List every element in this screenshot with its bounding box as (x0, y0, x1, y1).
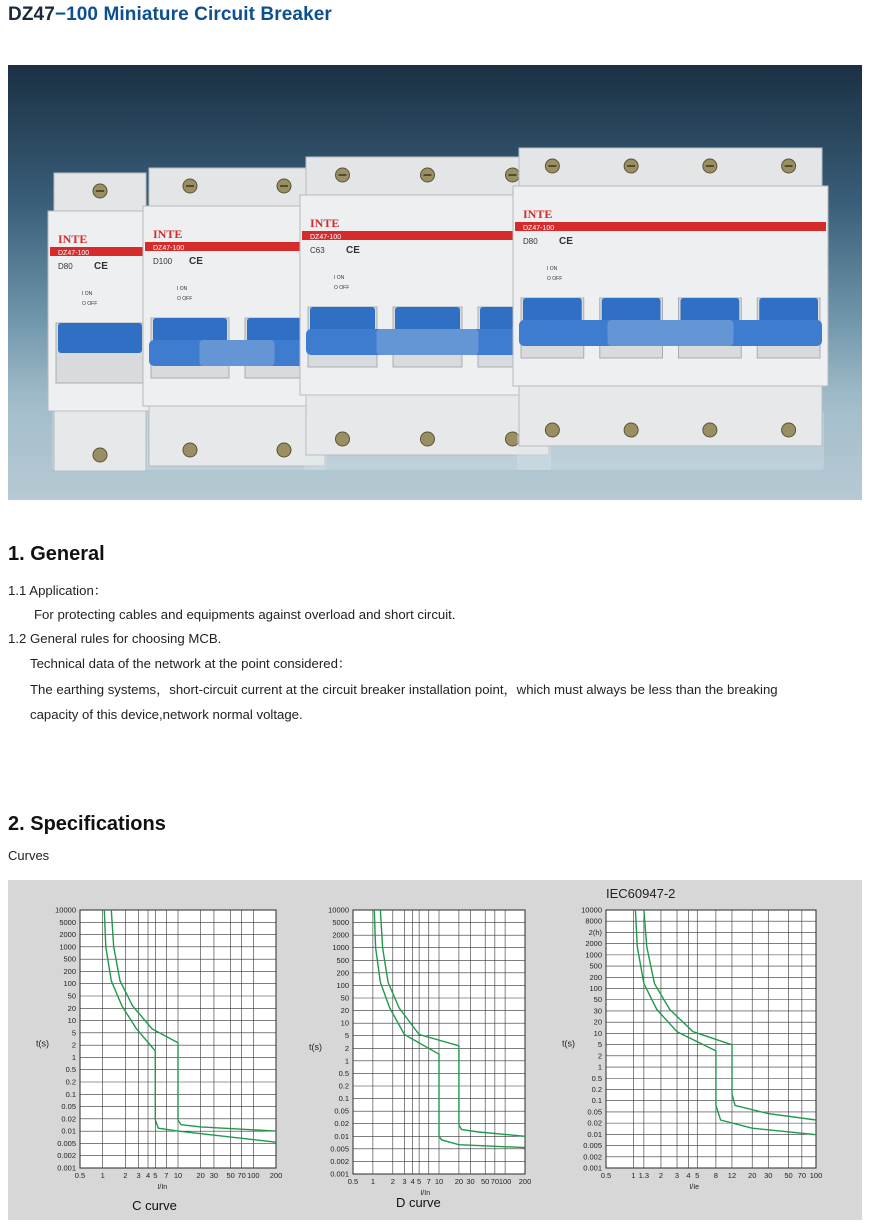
y-tick-label: 0.5 (591, 1073, 602, 1083)
model-label: DZ47-100 (58, 250, 90, 257)
terminal-screw-icon (624, 423, 638, 437)
y-tick-label: 0.1 (338, 1094, 349, 1104)
y-tick-label: 20 (593, 1017, 602, 1027)
chart-2 (309, 906, 531, 1211)
x-tick-label: 70 (237, 1171, 246, 1180)
y-tick-label: 20 (340, 1006, 349, 1016)
y-tick-label: 0.2 (338, 1081, 349, 1091)
specifications-heading: 2. Specifications (8, 813, 166, 835)
y-tick-label: 0.005 (330, 1144, 349, 1154)
y-tick-label: 200 (63, 966, 76, 976)
y-tick-label: 0.2 (591, 1084, 602, 1094)
top-terminal-block (519, 148, 822, 186)
terminal-screw-icon (336, 432, 350, 446)
y-tick-label: 50 (593, 995, 602, 1005)
x-tick-label: 50 (481, 1177, 490, 1186)
x-tick-label: 30 (764, 1171, 773, 1180)
y-tick-label: 50 (67, 991, 76, 1001)
y-tick-label: 8000 (585, 916, 602, 926)
y-tick-label: 100 (63, 979, 76, 989)
chart-3 (562, 906, 822, 1192)
on-marking: I ON (177, 286, 188, 292)
x-tick-label: 2 (390, 1177, 395, 1186)
y-axis-label: t(s) (309, 1041, 322, 1052)
y-tick-label: 1 (344, 1056, 349, 1066)
y-tick-label: 0.001 (330, 1169, 349, 1179)
y-tick-label: 5 (71, 1028, 76, 1038)
x-tick-label: 1.3 (638, 1171, 650, 1180)
terminal-screw-icon (703, 423, 717, 437)
x-tick-label: 8 (713, 1171, 718, 1180)
terminal-screw-icon (93, 448, 107, 462)
breakers-illustration (8, 65, 862, 500)
y-tick-label: 2 (71, 1040, 76, 1050)
y-tick-label: 2 (597, 1051, 602, 1061)
y-tick-label: 2000 (585, 939, 602, 949)
circuit-breaker-1 (48, 173, 152, 471)
x-tick-label: 0.5 (74, 1171, 86, 1180)
ce-mark: CE (94, 261, 108, 272)
x-tick-label: 1 (100, 1171, 105, 1180)
toggle-lever (58, 323, 142, 353)
y-tick-label: 0.02 (61, 1114, 76, 1124)
x-tick-label: 4 (145, 1171, 151, 1180)
rules-line-2: The earthing systems，short-circuit current at the circuit breaker installation point，which must always be less than the breaking (30, 682, 778, 697)
x-tick-label: 3 (136, 1171, 141, 1180)
y-tick-label: 10 (67, 1016, 76, 1026)
y-tick-label: 5000 (332, 918, 349, 928)
model-label: DZ47-100 (310, 234, 342, 241)
rating-label: D80 (58, 262, 73, 271)
y-tick-label: 500 (336, 955, 349, 965)
x-tick-label: 5 (417, 1177, 422, 1186)
y-tick-label: 0.01 (334, 1131, 349, 1141)
y-tick-label: 0.5 (338, 1068, 349, 1078)
x-tick-label: 2 (123, 1171, 128, 1180)
x-tick-label: 20 (196, 1171, 205, 1180)
x-tick-label: 30 (466, 1177, 475, 1186)
y-tick-label: 0.5 (65, 1065, 76, 1075)
y-tick-label: 5000 (59, 917, 76, 927)
ce-mark: CE (559, 236, 573, 247)
y-tick-label: 0.01 (61, 1126, 76, 1136)
y-tick-label: 0.02 (334, 1119, 349, 1129)
x-tick-label: 7 (426, 1177, 431, 1186)
y-tick-label: 0.005 (583, 1141, 602, 1151)
x-tick-label: 1 (631, 1171, 636, 1180)
ce-mark: CE (346, 245, 360, 256)
x-tick-label: 20 (454, 1177, 464, 1186)
x-tick-label: 4 (410, 1177, 415, 1186)
y-tick-label: 0.001 (57, 1163, 76, 1173)
y-tick-label: 1000 (59, 942, 76, 952)
x-tick-label: 50 (784, 1171, 793, 1180)
x-tick-label: 0.5 (600, 1171, 612, 1180)
curves-label: Curves (8, 848, 50, 863)
x-axis-label: I/In (420, 1190, 431, 1197)
x-tick-label: 2 (658, 1171, 664, 1180)
terminal-screw-icon (782, 423, 796, 437)
general-heading: 1. General (8, 543, 105, 565)
chart-title: D curve (395, 1195, 441, 1210)
y-tick-label: 2(h) (588, 927, 602, 937)
x-tick-label: 10 (434, 1177, 444, 1186)
x-axis-label: I/Ie (689, 1184, 700, 1191)
tie-bar-clip (608, 320, 734, 346)
x-tick-label: 3 (402, 1177, 407, 1186)
y-tick-label: 10000 (55, 905, 76, 915)
rules-line-1: Technical data of the network at the point considered： (30, 656, 352, 671)
rating-label: D100 (153, 257, 173, 266)
y-tick-label: 0.1 (65, 1089, 76, 1099)
y-tick-label: 50 (340, 993, 349, 1003)
y-tick-label: 200 (336, 968, 349, 978)
off-marking: O OFF (547, 276, 563, 282)
x-tick-label: 0.5 (347, 1177, 359, 1186)
x-tick-label: 200 (269, 1171, 283, 1180)
x-tick-label: 3 (674, 1171, 680, 1180)
y-tick-label: 0.05 (334, 1106, 349, 1116)
title-rest: −100 Miniature Circuit Breaker (54, 4, 332, 25)
circuit-breaker-4 (513, 148, 828, 470)
y-tick-label: 10000 (328, 905, 349, 915)
brand-label: INTE (523, 207, 553, 221)
model-label: DZ47-100 (153, 245, 185, 252)
rating-label: C63 (310, 246, 325, 255)
y-tick-label: 0.005 (57, 1138, 76, 1148)
model-label: DZ47-100 (523, 225, 555, 232)
standard-label: IEC60947-2 (606, 886, 676, 901)
y-tick-label: 0.002 (583, 1152, 602, 1162)
y-tick-label: 0.1 (591, 1096, 602, 1106)
on-marking: I ON (547, 266, 558, 272)
title-model: DZ47 (8, 4, 55, 25)
x-tick-label: 100 (498, 1177, 512, 1186)
y-tick-label: 10 (593, 1028, 602, 1038)
bottom-terminal-block (519, 386, 822, 446)
terminal-screw-icon (183, 443, 197, 457)
y-tick-label: 200 (589, 972, 602, 982)
y-tick-label: 2 (344, 1043, 349, 1053)
rules-label: 1.2 General rules for choosing MCB. (8, 631, 222, 646)
y-tick-label: 0.001 (583, 1163, 602, 1173)
tripping-curves (8, 880, 862, 1220)
y-tick-label: 0.002 (57, 1151, 76, 1161)
off-marking: O OFF (82, 301, 98, 307)
curves-panel (8, 880, 862, 1220)
y-axis-label: t(s) (36, 1038, 49, 1049)
y-tick-label: 2000 (332, 930, 349, 940)
off-marking: O OFF (334, 285, 350, 291)
application-label: 1.1 Application： (8, 583, 107, 598)
y-tick-label: 20 (67, 1003, 76, 1013)
y-tick-label: 5 (597, 1040, 602, 1050)
y-tick-label: 1000 (585, 950, 602, 960)
y-tick-label: 100 (589, 984, 602, 994)
y-tick-label: 0.2 (65, 1077, 76, 1087)
bottom-terminal-block (149, 406, 325, 466)
terminal-screw-icon (421, 432, 435, 446)
y-axis-label: t(s) (562, 1038, 575, 1049)
product-photo (8, 65, 862, 500)
y-tick-label: 500 (589, 961, 602, 971)
brand-label: INTE (310, 216, 340, 230)
ce-mark: CE (189, 256, 203, 267)
x-tick-label: 100 (809, 1171, 823, 1180)
x-tick-label: 1 (370, 1177, 375, 1186)
x-tick-label: 70 (797, 1171, 807, 1180)
x-tick-label: 70 (490, 1177, 500, 1186)
y-tick-label: 1 (597, 1062, 602, 1072)
x-axis-label: I/In (157, 1184, 168, 1191)
x-tick-label: 100 (247, 1171, 260, 1180)
x-tick-label: 200 (518, 1177, 532, 1186)
y-tick-label: 0.01 (587, 1129, 602, 1139)
y-tick-label: 0.05 (587, 1107, 602, 1117)
on-marking: I ON (82, 291, 93, 297)
off-marking: O OFF (177, 296, 193, 302)
tie-bar-clip (377, 329, 479, 355)
x-tick-label: 10 (173, 1171, 183, 1180)
y-tick-label: 5 (344, 1031, 349, 1041)
tie-bar-clip (199, 340, 274, 366)
x-tick-label: 5 (153, 1171, 158, 1180)
page-title (8, 4, 332, 26)
y-tick-label: 10000 (581, 905, 602, 915)
x-tick-label: 7 (164, 1171, 169, 1180)
red-label-band (515, 222, 826, 231)
top-terminal-block (149, 168, 325, 206)
chart-1 (36, 906, 282, 1214)
y-tick-label: 500 (63, 954, 76, 964)
terminal-screw-icon (277, 443, 291, 457)
x-tick-label: 4 (686, 1171, 691, 1180)
x-tick-label: 12 (727, 1171, 737, 1180)
terminal-screw-icon (545, 423, 559, 437)
rating-label: D80 (523, 237, 538, 246)
y-tick-label: 10 (340, 1018, 349, 1028)
x-tick-label: 5 (695, 1171, 700, 1180)
chart-title: C curve (132, 1198, 177, 1213)
y-tick-label: 30 (593, 1006, 602, 1016)
y-tick-label: 1000 (332, 943, 349, 953)
x-tick-label: 50 (226, 1171, 235, 1180)
brand-label: INTE (153, 227, 183, 241)
y-tick-label: 0.05 (61, 1102, 76, 1112)
y-tick-label: 2000 (59, 930, 76, 940)
brand-label: INTE (58, 232, 88, 246)
x-tick-label: 20 (748, 1171, 757, 1180)
y-tick-label: 0.002 (330, 1156, 349, 1166)
rules-line-3: capacity of this device,network normal voltage. (30, 707, 303, 722)
application-text: For protecting cables and equipments against overload and short circuit. (34, 607, 456, 622)
y-tick-label: 1 (71, 1052, 76, 1062)
on-marking: I ON (334, 275, 345, 281)
y-tick-label: 0.02 (587, 1118, 602, 1128)
x-tick-label: 30 (209, 1171, 219, 1180)
y-tick-label: 100 (336, 980, 349, 990)
